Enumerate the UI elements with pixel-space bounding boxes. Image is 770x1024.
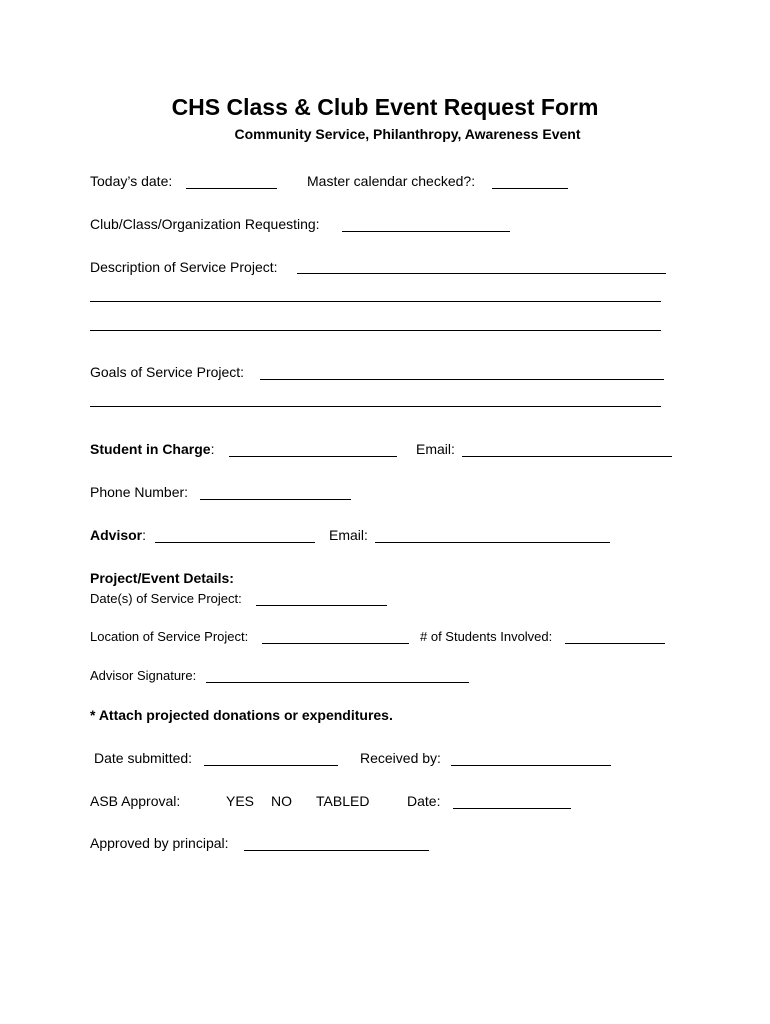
goals-label: Goals of Service Project: xyxy=(90,364,245,380)
todays-date-field[interactable] xyxy=(186,188,277,189)
location-label: Location of Service Project: xyxy=(90,629,249,644)
asb-date-field[interactable] xyxy=(453,808,571,809)
advisor-colon: : xyxy=(142,527,147,543)
details-heading: Project/Event Details: xyxy=(90,570,234,586)
advisor-email-field[interactable] xyxy=(375,542,610,543)
attach-note: * Attach projected donations or expenditures. xyxy=(90,707,393,723)
student-email-label: Email: xyxy=(416,441,455,457)
received-by-label: Received by: xyxy=(360,750,441,766)
asb-option-no[interactable]: NO xyxy=(271,793,292,809)
location-field[interactable] xyxy=(262,643,409,644)
asb-option-yes[interactable]: YES xyxy=(226,793,255,809)
received-by-field[interactable] xyxy=(451,765,611,766)
principal-label: Approved by principal: xyxy=(90,835,229,851)
students-involved-label: # of Students Involved: xyxy=(420,629,553,644)
todays-date-label: Today’s date: xyxy=(90,173,173,189)
description-field-line-2[interactable] xyxy=(90,301,661,302)
advisor-field[interactable] xyxy=(155,542,315,543)
phone-field[interactable] xyxy=(200,499,351,500)
dates-field[interactable] xyxy=(256,605,387,606)
club-field[interactable] xyxy=(342,231,510,232)
asb-approval-label: ASB Approval: xyxy=(90,793,181,809)
date-submitted-field[interactable] xyxy=(204,765,338,766)
club-label: Club/Class/Organization Requesting: xyxy=(90,216,320,232)
asb-option-tabled[interactable]: TABLED xyxy=(316,793,370,809)
description-field-line-3[interactable] xyxy=(90,330,661,331)
date-submitted-label: Date submitted: xyxy=(94,750,193,766)
advisor-signature-field[interactable] xyxy=(206,682,469,683)
student-email-field[interactable] xyxy=(462,456,672,457)
principal-field[interactable] xyxy=(244,850,429,851)
page-subtitle: Community Service, Philanthropy, Awareness Event xyxy=(234,126,581,142)
description-field-line-1[interactable] xyxy=(297,273,666,274)
phone-label: Phone Number: xyxy=(90,484,189,500)
advisor-signature-label: Advisor Signature: xyxy=(90,668,197,683)
master-calendar-field[interactable] xyxy=(492,188,568,189)
students-involved-field[interactable] xyxy=(565,643,665,644)
page-title: CHS Class & Club Event Request Form xyxy=(171,94,599,120)
dates-label: Date(s) of Service Project: xyxy=(90,591,242,606)
asb-date-label: Date: xyxy=(407,793,441,809)
student-in-charge-label-group xyxy=(90,442,214,456)
student-in-charge-label: Student in Charge xyxy=(90,441,211,457)
advisor-email-label: Email: xyxy=(329,527,368,543)
advisor-label-group xyxy=(90,528,146,542)
advisor-label: Advisor xyxy=(90,527,143,543)
goals-field-line-1[interactable] xyxy=(260,379,664,380)
student-in-charge-field[interactable] xyxy=(229,456,397,457)
description-label: Description of Service Project: xyxy=(90,259,278,275)
master-calendar-label: Master calendar checked?: xyxy=(307,173,476,189)
goals-field-line-2[interactable] xyxy=(90,406,661,407)
student-in-charge-colon: : xyxy=(210,441,215,457)
